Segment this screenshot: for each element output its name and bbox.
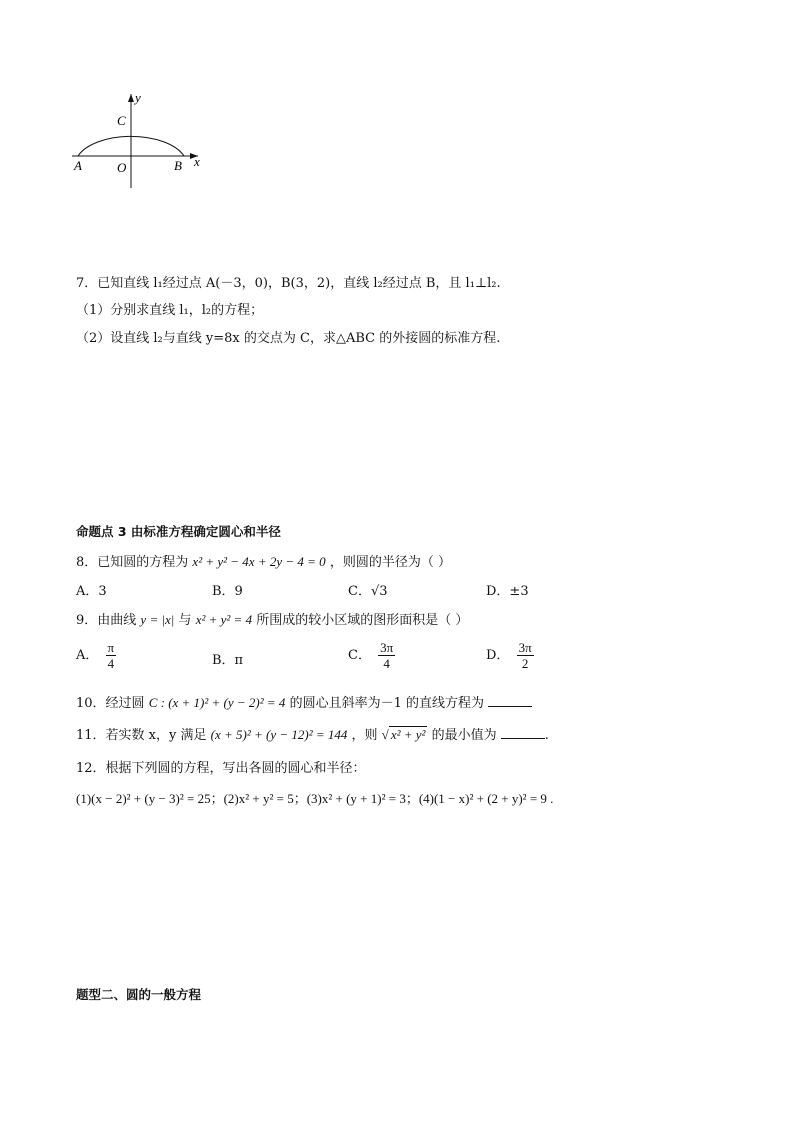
q9-option-d-den: 2 bbox=[521, 656, 529, 671]
q7-line3: （2）设直线 l₂与直线 y=8x 的交点为 C，求△ABC 的外接圆的标准方程. bbox=[76, 331, 501, 346]
q10-answer-blank[interactable] bbox=[488, 694, 532, 707]
q9-mid: 与 bbox=[178, 613, 192, 628]
q9-option-c-num: 3π bbox=[380, 640, 394, 655]
q10-stem-post: 的圆心且斜率为－1 的直线方程为 bbox=[289, 696, 484, 711]
section-type2-title: 题型二、圆的一般方程 bbox=[76, 987, 202, 1002]
q9-option-a-label: A． bbox=[76, 648, 99, 663]
q8-stem-pre: 8．已知圆的方程为 bbox=[76, 555, 189, 570]
q8-stem bbox=[76, 551, 451, 570]
q9-option-a-den: 4 bbox=[107, 656, 115, 671]
q8-option-a: A．3 bbox=[76, 584, 107, 599]
q11-mid: ，则 bbox=[351, 728, 378, 743]
q11-equation: (x + 5)² + (y − 12)² = 144 bbox=[210, 727, 348, 742]
q11-stem-post: 的最小值为 bbox=[431, 728, 497, 743]
q9-option-c bbox=[348, 640, 398, 671]
q11-answer-blank[interactable] bbox=[501, 726, 545, 739]
q9-option-a bbox=[76, 640, 119, 671]
q9-option-c-den: 4 bbox=[383, 656, 390, 671]
label-A: A bbox=[74, 158, 82, 173]
q7-line1: 7．已知直线 l₁经过点 A(－3，0)，B(3，2)，直线 l₂经过点 B，且 l₁⊥l₂. bbox=[76, 276, 501, 291]
q11-end: . bbox=[544, 728, 549, 743]
q8-option-b: B．9 bbox=[212, 584, 243, 599]
q9-option-a-fraction bbox=[106, 640, 117, 671]
q12-parts: (1)(x − 2)² + (y − 3)² = 25；(2)x² + y² = 5；(3)x² + (y + 1)² = 3；(4)(1 − x)² + (2 + y)² = 9 . bbox=[76, 791, 554, 806]
q9-option-d-num: 3π bbox=[518, 640, 532, 655]
section3-title: 命题点 3 由标准方程确定圆心和半径 bbox=[76, 524, 281, 539]
q9-circle: x² + y² = 4 bbox=[195, 612, 253, 627]
q8-option-d: D．±3 bbox=[486, 584, 529, 599]
q9-option-c-label: C． bbox=[348, 648, 371, 663]
q8-equation: x² + y² − 4x + 2y − 4 = 0 bbox=[192, 554, 326, 569]
q9-curve: y = |x| bbox=[140, 612, 175, 627]
q10-equation: C : (x + 1)² + (y − 2)² = 4 bbox=[148, 695, 286, 710]
q9-stem bbox=[76, 609, 468, 628]
q8-stem-post: ，则圆的半径为（ ） bbox=[329, 555, 451, 570]
semicircle-figure bbox=[60, 88, 220, 198]
q12-stem: 12．根据下列圆的方程，写出各圆的圆心和半径： bbox=[76, 761, 366, 776]
q9-option-a-num: π bbox=[107, 640, 115, 655]
q9-stem-post: 所围成的较小区域的图形面积是（ ） bbox=[256, 613, 469, 628]
q9-stem-pre: 9．由曲线 bbox=[76, 613, 137, 628]
label-C: C bbox=[117, 113, 126, 128]
label-O: O bbox=[117, 160, 127, 175]
q9-option-d-label: D． bbox=[486, 648, 510, 663]
q11-stem-pre: 11．若实数 x，y 满足 bbox=[76, 728, 207, 743]
q9-option-b-label: B．π bbox=[212, 653, 244, 668]
q8-option-c: C．√3 bbox=[348, 584, 388, 599]
label-B: B bbox=[174, 158, 182, 173]
q9-option-c-fraction bbox=[378, 640, 395, 671]
label-x: x bbox=[194, 154, 200, 169]
q11-sqrt-sign: √ bbox=[381, 727, 389, 742]
q9-option-d-fraction bbox=[517, 640, 534, 671]
q11-stem bbox=[76, 724, 549, 743]
q10-stem-pre: 10．经过圆 bbox=[76, 696, 145, 711]
q9-option-b bbox=[212, 649, 243, 668]
q9-option-d bbox=[486, 640, 537, 671]
q10-stem bbox=[76, 692, 532, 711]
q11-expr: x² + y² bbox=[390, 727, 426, 742]
label-y: y bbox=[135, 90, 141, 105]
y-axis-arrow bbox=[128, 94, 134, 102]
q7-line2: （1）分别求直线 l₁，l₂的方程； bbox=[76, 303, 264, 318]
